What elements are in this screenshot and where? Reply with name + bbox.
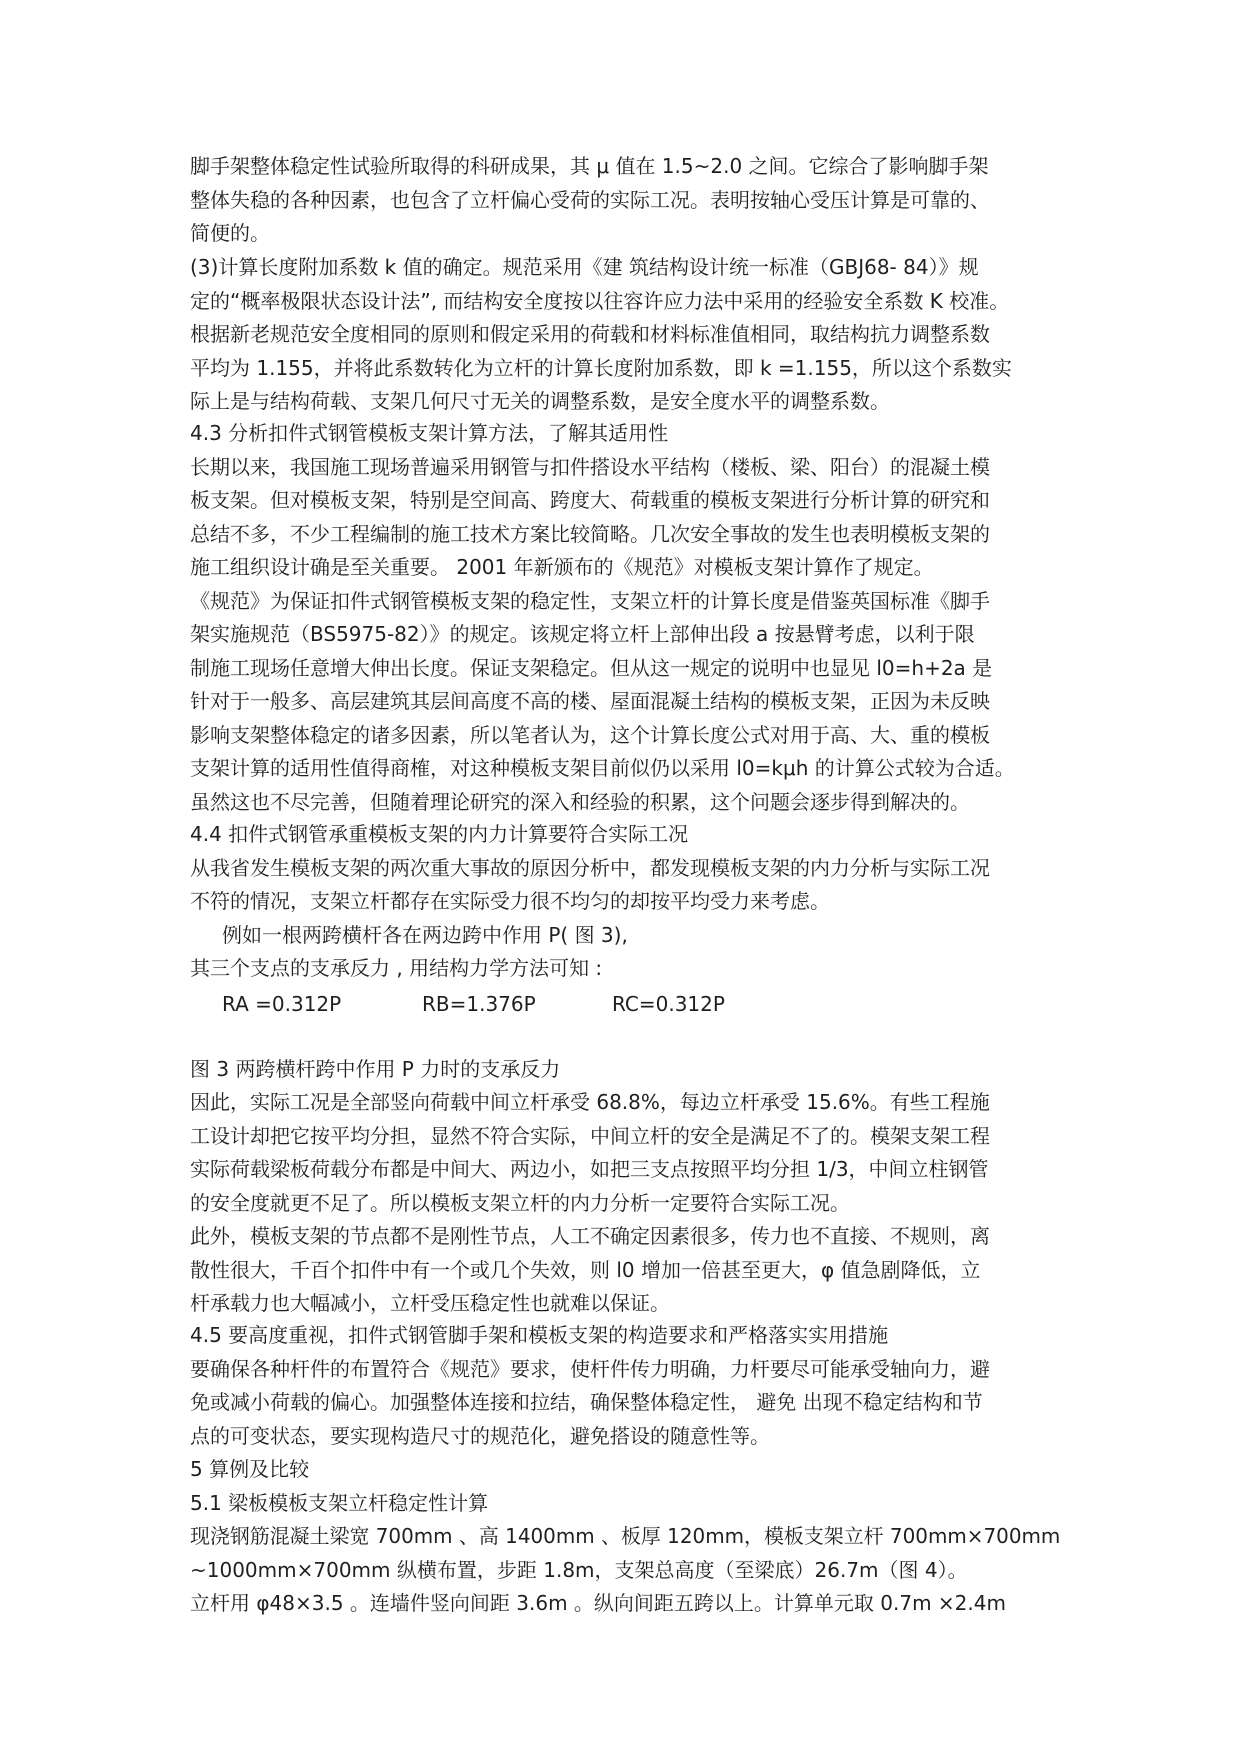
text-line: 立杆用 φ48×3.5 。连墙件竖向间距 3.6m 。纵向间距五跨以上。计算单元取 0.7m ×2.4m [190,1591,1006,1615]
text-line: 从我省发生模板支架的两次重大事故的原因分析中，都发现模板支架的内力分析与实际工况 [190,856,990,880]
text-line: 杆承载力也大幅减小，立杆受压稳定性也就难以保证。 [190,1291,670,1315]
text-line: 架实施规范（BS5975-82）》的规定。该规定将立杆上部伸出段 a 按悬臂考虑，以利于限 [190,622,975,646]
text-line: 影响支架整体稳定的诸多因素，所以笔者认为，这个计算长度公式对用于高、大、重的模板 [190,723,990,747]
text-line: 实际荷载梁板荷载分布都是中间大、两边小，如把三支点按照平均分担 1/3，中间立柱钢管 [190,1157,989,1181]
text-line: 免或减小荷载的偏心。加强整体连接和拉结，确保整体稳定性， 避免 出现不稳定结构和节 [190,1390,983,1414]
section-heading: 4.5 要高度重视，扣件式钢管脚手架和模板支架的构造要求和严格落实实用措施 [190,1323,889,1347]
text-line: 简便的。 [190,221,270,245]
text-line: 《规范》为保证扣件式钢管模板支架的稳定性，支架立杆的计算长度是借鉴英国标准《脚手 [190,589,990,613]
text-line: 因此，实际工况是全部竖向荷载中间立杆承受 68.8%，每边立杆承受 15.6%。有些工程施 [190,1090,990,1114]
text-line: 支架计算的适用性值得商榷，对这种模板支架目前似仍以采用 l0=kμh 的计算公式较为合适。 [190,756,1015,780]
text-line: 要确保各种杆件的布置符合《规范》要求，使杆件传力明确，力杆要尽可能承受轴向力，避 [190,1357,990,1381]
figure-caption: 图 3 两跨横杆跨中作用 P 力时的支承反力 [190,1057,561,1081]
text-line: (3)计算长度附加系数 k 值的确定。规范采用《建 筑结构设计统一标准（GBJ68- 84）》规 [190,255,979,279]
equation-rb: RB=1.376P [422,992,536,1016]
text-line: 脚手架整体稳定性试验所取得的科研成果，其 μ 值在 1.5~2.0 之间。它综合了影响脚手架 [190,154,989,178]
text-line: 现浇钢筋混凝土梁宽 700mm 、高 1400mm 、板厚 120mm，模板支架立杆 700mm×700mm [190,1524,1061,1548]
section-heading: 5.1 梁板模板支架立杆稳定性计算 [190,1491,489,1515]
text-line: 长期以来，我国施工现场普遍采用钢管与扣件搭设水平结构（楼板、梁、阳台）的混凝土模 [190,455,990,479]
text-line: 际上是与结构荷载、支架几何尺寸无关的调整系数，是安全度水平的调整系数。 [190,389,890,413]
text-line: ~1000mm×700mm 纵横布置，步距 1.8m，支架总高度（至梁底）26.7m（图 4）。 [190,1558,968,1582]
text-line: 制施工现场任意增大伸出长度。保证支架稳定。但从这一规定的说明中也显见 l0=h+2a 是 [190,656,993,680]
equation-ra: RA =0.312P [222,992,342,1016]
text-line: 散性很大，千百个扣件中有一个或几个失效，则 l0 增加一倍甚至更大，φ 值急剧降低，立 [190,1258,981,1282]
section-heading: 4.4 扣件式钢管承重模板支架的内力计算要符合实际工况 [190,822,689,846]
text-line: 点的可变状态，要实现构造尺寸的规范化，避免搭设的随意性等。 [190,1424,770,1448]
section-heading: 4.3 分析扣件式钢管模板支架计算方法，了解其适用性 [190,421,669,445]
text-line: 例如一根两跨横杆各在两边跨中作用 P( 图 3), [222,923,628,947]
text-line: 工设计却把它按平均分担，显然不符合实际，中间立杆的安全是满足不了的。模架支架工程 [190,1124,990,1148]
text-line: 施工组织设计确是至关重要。 2001 年新颁布的《规范》对模板支架计算作了规定。 [190,555,934,579]
text-line: 整体失稳的各种因素，也包含了立杆偏心受荷的实际工况。表明按轴心受压计算是可靠的、 [190,188,990,212]
text-line: 针对于一般多、高层建筑其层间高度不高的楼、屋面混凝土结构的模板支架，正因为未反映 [190,689,990,713]
equation-rc: RC=0.312P [612,992,725,1016]
text-line: 此外，模板支架的节点都不是刚性节点，人工不确定因素很多，传力也不直接、不规则，离 [190,1224,990,1248]
text-line: 的安全度就更不足了。所以模板支架立杆的内力分析一定要符合实际工况。 [190,1191,850,1215]
text-line: 定的“概率极限状态设计法”, 而结构安全度按以往容许应力法中采用的经验安全系数 K 校准。 [190,289,1010,313]
text-line: 板支架。但对模板支架，特别是空间高、跨度大、荷载重的模板支架进行分析计算的研究和 [190,488,990,512]
text-line: 虽然这也不尽完善，但随着理论研究的深入和经验的积累，这个问题会逐步得到解决的。 [190,790,970,814]
text-line: 总结不多，不少工程编制的施工技术方案比较简略。几次安全事故的发生也表明模板支架的 [190,522,990,546]
text-line: 其三个支点的支承反力 , 用结构力学方法可知 : [190,956,603,980]
text-line: 根据新老规范安全度相同的原则和假定采用的荷载和材料标准值相同，取结构抗力调整系数 [190,322,990,346]
text-line: 不符的情况，支架立杆都存在实际受力很不均匀的却按平均受力来考虑。 [190,889,830,913]
text-line: 平均为 1.155，并将此系数转化为立杆的计算长度附加系数，即 k =1.155，所以这个系数实 [190,356,1012,380]
section-heading: 5 算例及比较 [190,1457,310,1481]
